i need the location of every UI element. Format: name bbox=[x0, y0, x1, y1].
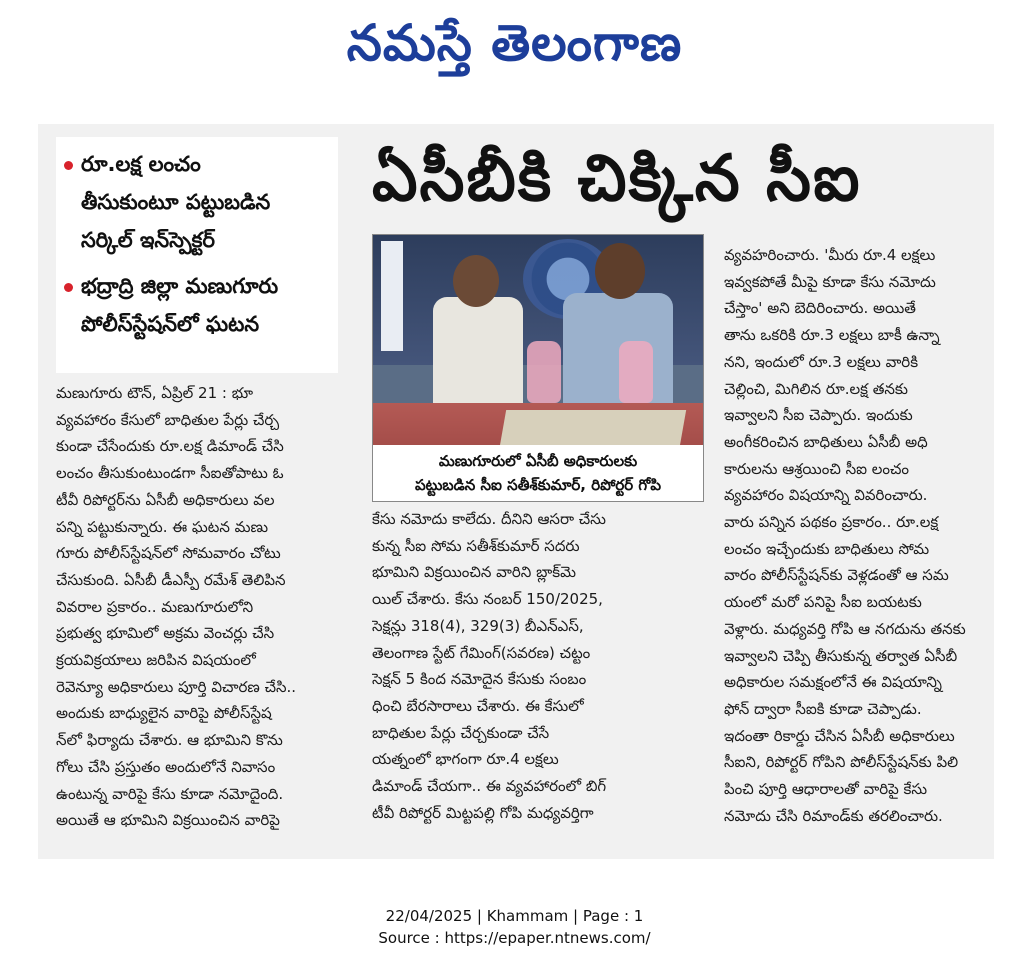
text-line: ధించి బేరసారాలు చేశారు. ఈ కేసులో bbox=[372, 696, 584, 715]
text-line: వారు పన్నిన పథకం ప్రకారం.. రూ.లక్ష bbox=[724, 513, 939, 532]
text-line: ఇదంతా రికార్డు చేసిన ఏసీబీ అధికారులు bbox=[724, 726, 955, 745]
text-line: కేసు నమోదు కాలేదు. దీనిని ఆసరా చేసు bbox=[372, 510, 606, 528]
highlight-line: భద్రాద్రి జిల్లా మణుగూరు bbox=[81, 274, 279, 298]
caption-line: పట్టుబడిన సీఐ సతీశ్‌కుమార్, రిపోర్టర్ గోపి bbox=[414, 476, 661, 494]
text-line: ఇవ్వాలని చెప్పి తీసుకున్న తర్వాత ఏసీబీ bbox=[724, 646, 958, 665]
text-line: అయితే ఆ భూమిని విక్రయించిన వారిపై bbox=[56, 811, 280, 830]
text-line: వివరాల ప్రకారం.. మణుగూరులోని bbox=[56, 597, 254, 616]
text-line: వ్యవహరించారు. 'మీరు రూ.4 లక్షలు bbox=[724, 246, 936, 264]
person-figure bbox=[563, 293, 673, 408]
text-line: నని, ఇందులో రూ.3 లక్షలు వారికి bbox=[724, 352, 919, 371]
bottle-icon bbox=[619, 341, 653, 403]
text-line: కున్న సీఐ సోమ సతీశ్‌కుమార్ సదరు bbox=[372, 536, 580, 555]
text-line: అంగీకరించిన బాధితులు ఏసీబీ అధి bbox=[724, 432, 928, 451]
highlight-item bbox=[64, 267, 328, 343]
text-line: న్‌లో ఫిర్యాదు చేశారు. ఆ భూమిని కొను bbox=[56, 731, 283, 750]
text-line: డిమాండ్ చేయగా.. ఈ వ్యవహారంలో బిగ్ bbox=[372, 777, 607, 796]
caption-line: మణుగూరులో ఏసీబీ అధికారులకు bbox=[438, 452, 638, 470]
highlight-line: తీసుకుంటూ పట్టుబడిన bbox=[81, 190, 271, 214]
text-line: కారులను ఆశ్రయించి సీఐ లంచం bbox=[724, 459, 910, 478]
highlight-item bbox=[64, 145, 328, 259]
highlight-line: పోలీస్‌స్టేషన్‌లో ఘటన bbox=[81, 312, 260, 336]
text-line: బాధితుల పేర్లు చేర్చకుండా చేసే bbox=[372, 723, 550, 742]
text-line: సీఐని, రిపోర్టర్ గోపిని పోలీస్‌స్టేషన్‌కు పిలి bbox=[724, 753, 959, 772]
text-line: యత్నంలో భాగంగా రూ.4 లక్షలు bbox=[372, 750, 559, 769]
headline: ఏసీబీకి చిక్కిన సీఐ bbox=[372, 142, 862, 216]
text-line: నమోదు చేసి రిమాండ్‌కు తరలించారు. bbox=[724, 806, 943, 825]
text-line: టీవీ రిపోర్టర్‌ను ఏసీబీ అధికారులు వల bbox=[56, 490, 275, 509]
text-line: ఇవ్వాలని సీఐ చెప్పారు. ఇందుకు bbox=[724, 406, 913, 425]
text-line: సెక్షన్లు 318(4), 329(3) బీఎన్ఎస్, bbox=[372, 616, 584, 635]
highlight-line: రూ.లక్ష లంచం bbox=[81, 152, 201, 176]
text-line: ఉంటున్న వారిపై కేసు కూడా నమోదైంది. bbox=[56, 784, 284, 803]
article-column-2 bbox=[372, 506, 704, 826]
text-line: లంచం తీసుకుంటుండగా సీఐతోపాటు ఓ bbox=[56, 464, 284, 483]
text-line: గోలు చేసి ప్రస్తుతం అందులోనే నివాసం bbox=[56, 757, 276, 776]
text-line: రెవెన్యూ అధికారులు పూర్తి విచారణ చేసి.. bbox=[56, 677, 297, 696]
text-line: కుండా చేసేందుకు రూ.లక్ష డిమాండ్ చేసి bbox=[56, 437, 284, 456]
text-line: గూరు పోలీస్‌స్టేషన్‌లో సోమవారం చోటు bbox=[56, 544, 281, 563]
photo-caption bbox=[373, 445, 703, 501]
edition-info: 22/04/2025 | Khammam | Page : 1 bbox=[385, 907, 644, 925]
text-line: చేసుకుంది. ఏసీబీ డీఎస్పీ రమేశ్ తెలిపిన bbox=[56, 570, 286, 589]
news-photo bbox=[372, 234, 704, 502]
text-line: వ్యవహారం కేసులో బాధితుల పేర్లు చేర్చ bbox=[56, 410, 280, 429]
bottle-icon bbox=[527, 341, 561, 403]
cash-bundle bbox=[500, 410, 686, 446]
page-footer bbox=[0, 905, 1029, 949]
text-line: అధికారుల సమక్షంలోనే ఈ విషయాన్ని bbox=[724, 673, 942, 692]
text-line: యిల్ చేశారు. కేసు నంబర్ 150/2025, bbox=[372, 590, 603, 609]
bullet-icon bbox=[64, 161, 73, 170]
text-line: చెల్లించి, మిగిలిన రూ.లక్ష తనకు bbox=[724, 379, 908, 398]
text-line: యంలో మరో పనిపై సీఐ బయటకు bbox=[724, 593, 922, 612]
highlight-line: సర్కిల్ ఇన్‌స్పెక్టర్ bbox=[81, 228, 215, 252]
text-line: ఫోన్ ద్వారా సీఐకి కూడా చెప్పాడు. bbox=[724, 699, 922, 718]
article-column-3 bbox=[724, 242, 978, 829]
text-line: తాను ఒకరికి రూ.3 లక్షలు బాకీ ఉన్నా bbox=[724, 326, 940, 345]
text-line: టీవీ రిపోర్టర్ మిట్టపల్లి గోపి మధ్యవర్తిగా bbox=[372, 803, 594, 822]
text-line: తెలంగాణ స్టేట్ గేమింగ్(సవరణ) చట్టం bbox=[372, 643, 591, 662]
newspaper-logo: నమస్తే తెలంగాణ bbox=[346, 14, 683, 72]
text-line: పించి పూర్తి ఆధారాలతో వారిపై కేసు bbox=[724, 780, 928, 799]
text-line: వెళ్లారు. మధ్యవర్తి గోపి ఆ నగదును తనకు bbox=[724, 619, 966, 638]
text-line: చేస్తాం' అని బెదిరించారు. అయితే bbox=[724, 299, 916, 318]
highlights-box bbox=[56, 137, 338, 373]
news-clipping bbox=[38, 124, 994, 859]
bullet-icon bbox=[64, 283, 73, 292]
text-line: సెక్షన్ 5 కింద నమోదైన కేసుకు సంబం bbox=[372, 670, 587, 689]
article-column-1 bbox=[56, 380, 344, 834]
text-line: వ్యవహారం విషయాన్ని వివరించారు. bbox=[724, 486, 928, 505]
text-line: లంచం ఇచ్చేందుకు బాధితులు సోమ bbox=[724, 539, 930, 558]
text-line: పన్ని పట్టుకున్నారు. ఈ ఘటన మణు bbox=[56, 517, 269, 536]
masthead bbox=[0, 8, 1029, 78]
text-line: మణుగూరు టౌన్, ఏప్రిల్ 21 : భూ bbox=[56, 384, 253, 402]
text-line: అందుకు బాధ్యులైన వారిపై పోలీస్‌స్టేష bbox=[56, 704, 272, 723]
text-line: వారం పోలీస్‌స్టేషన్‌కు వెళ్లడంతో ఆ సమ bbox=[724, 566, 949, 585]
text-line: భూమిని విక్రయించిన వారిని బ్లాక్‌మె bbox=[372, 563, 576, 582]
person-figure bbox=[433, 297, 523, 407]
text-line: క్రయవిక్రయాలు జరిపిన విషయంలో bbox=[56, 651, 256, 670]
text-line: ఇవ్వకపోతే మీపై కూడా కేసు నమోదు bbox=[724, 272, 936, 291]
text-line: ప్రభుత్వ భూమిలో అక్రమ వెంచర్లు చేసి bbox=[56, 624, 275, 643]
source-link[interactable]: Source : https://epaper.ntnews.com/ bbox=[378, 929, 651, 947]
